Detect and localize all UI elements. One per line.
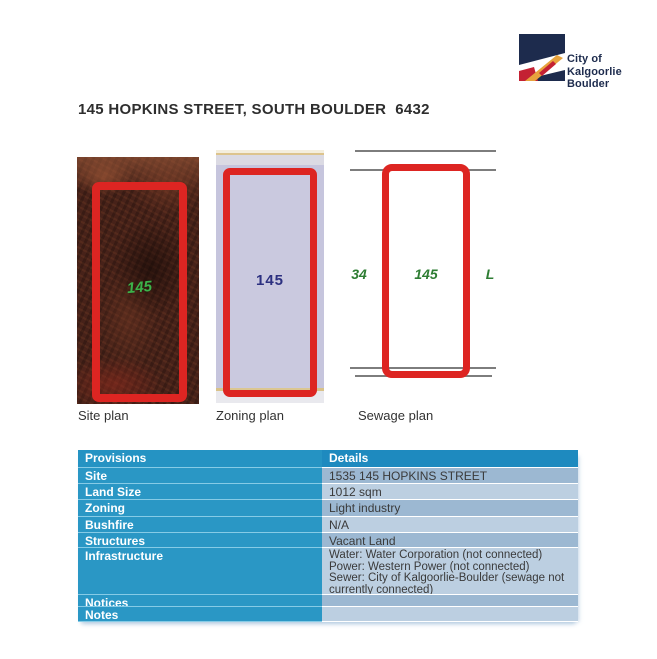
table-row-bushfire xyxy=(78,517,578,533)
table-row-infrastructure xyxy=(78,548,578,595)
infrastructure-water: Water: Water Corporation (not connected) xyxy=(329,549,543,561)
row-label: Zoning xyxy=(78,500,322,517)
logo-line-kalgoorlie: Kalgoorlie xyxy=(567,65,622,78)
row-label: Notes xyxy=(78,607,322,622)
column-header-details: Details xyxy=(322,450,578,468)
sewage-plan-caption: Sewage plan xyxy=(358,408,434,423)
logo-line-boulder: Boulder xyxy=(567,78,610,90)
row-value: Light industry xyxy=(322,500,578,517)
logo-line-city-of: City of xyxy=(567,53,602,65)
row-label: Notices xyxy=(78,595,322,607)
row-label: Bushfire xyxy=(78,517,322,533)
sewer-main-line xyxy=(355,150,496,152)
sewage-lot-number: 145 xyxy=(414,266,438,282)
table-row-land-size xyxy=(78,484,578,500)
table-header-row xyxy=(78,450,578,468)
zoning-lot-number: 145 xyxy=(255,272,285,289)
infrastructure-sewer: Sewer: City of Kalgoorlie-Boulder (sewage not currently connected) xyxy=(329,572,565,595)
council-logo-icon xyxy=(519,34,565,81)
row-value xyxy=(322,595,578,607)
row-value: Vacant Land xyxy=(322,533,578,548)
table-row-notes xyxy=(78,607,578,622)
table-row-structures xyxy=(78,533,578,548)
site-plan-image xyxy=(77,157,199,404)
row-value xyxy=(322,607,578,622)
row-label: Infrastructure xyxy=(78,548,322,595)
zoning-plan-image xyxy=(216,150,324,403)
site-lot-number: 145 xyxy=(126,277,153,298)
column-header-provisions: Provisions xyxy=(78,450,322,468)
adjacent-lot-number: 34 xyxy=(351,266,367,282)
site-plan-caption: Site plan xyxy=(78,408,129,423)
property-details-table xyxy=(78,450,578,622)
adjacent-lot-letter: L xyxy=(485,266,495,282)
infrastructure-power: Power: Western Power (not connected) xyxy=(329,560,530,573)
sewage-plan-image xyxy=(348,145,498,385)
table-row-zoning xyxy=(78,500,578,517)
council-logo-text xyxy=(567,53,622,91)
page-title: 145 HOPKINS STREET, SOUTH BOULDER 6432 xyxy=(78,101,430,118)
table-row-notices xyxy=(78,595,578,607)
row-label: Site xyxy=(78,468,322,484)
row-label: Land Size xyxy=(78,484,322,500)
row-value xyxy=(322,548,578,595)
row-value: 1535 145 HOPKINS STREET xyxy=(322,468,578,484)
table-row-site xyxy=(78,468,578,484)
row-value: 1012 sqm xyxy=(322,484,578,500)
zoning-plan-caption: Zoning plan xyxy=(216,408,284,423)
row-value: N/A xyxy=(322,517,578,533)
row-label: Structures xyxy=(78,533,322,548)
